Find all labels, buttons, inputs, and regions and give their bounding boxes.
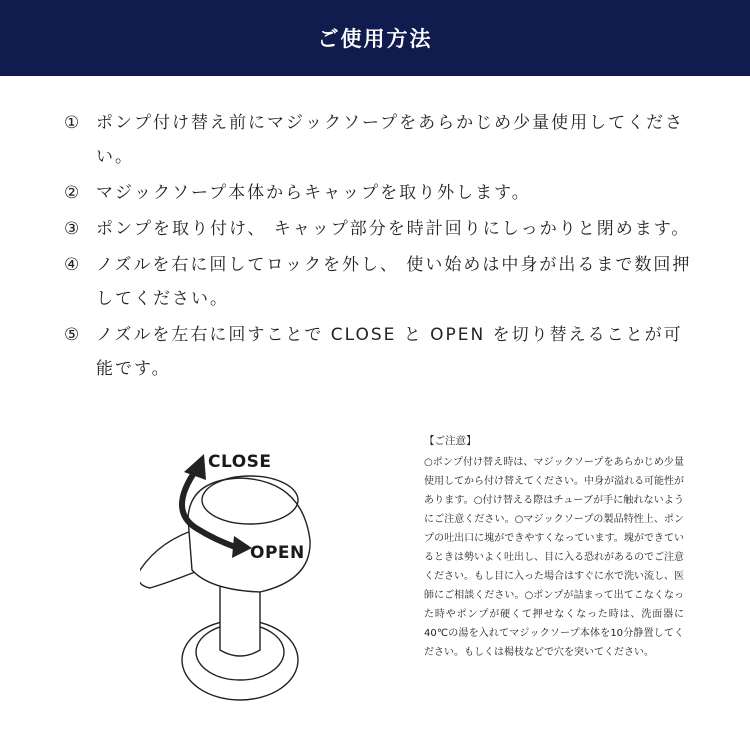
step-text: ポンプ付け替え前にマジックソープをあらかじめ少量使用してください。 xyxy=(96,113,685,167)
step-text: ノズルを左右に回すことで CLOSE と OPEN を切り替えることが可能です。 xyxy=(96,325,683,379)
step-number: ④ xyxy=(64,255,82,275)
step-number: ② xyxy=(64,183,82,203)
step-5 xyxy=(64,318,694,386)
instruction-steps xyxy=(64,106,694,388)
step-text: ポンプを取り付け、 キャップ部分を時計回りにしっかりと閉めます。 xyxy=(96,219,691,239)
step-4 xyxy=(64,248,694,316)
step-number: ③ xyxy=(64,219,82,239)
pump-drawing xyxy=(140,440,340,740)
header-bar xyxy=(0,0,750,76)
caution-notice xyxy=(424,432,684,662)
page-title: ご使用方法 xyxy=(317,27,433,51)
step-3 xyxy=(64,212,694,246)
pump-illustration xyxy=(140,440,340,740)
step-number: ⑤ xyxy=(64,325,82,345)
step-1 xyxy=(64,106,694,174)
close-label: CLOSE xyxy=(208,452,272,472)
step-number: ① xyxy=(64,113,82,133)
caution-title: 【ご注意】 xyxy=(424,435,477,447)
caution-body: ○ポンプ付け替え時は、マジックソープをあらかじめ少量使用してから付け替えてください。中身が溢れる可能性があります。○付け替える際はチューブが手に触れないようにご注意ください。○マジックソープの製品特性上、ポンプの吐出口に塊ができやすくなっています。塊ができているときは勢いよく吐出し、目に入る恐れがあるのでご注意ください。もし目に入った場合はすぐに水で洗い流し、医師にご相談ください。○ポンプが詰まって出てこなくなった時やポンプが硬くて押せなくなった時は、洗面器に40℃の湯を入れてマジックソープ本体を10分静置してください。もしくは楊枝などで穴を突いてください。 xyxy=(424,457,684,658)
step-2 xyxy=(64,176,694,210)
step-text: マジックソープ本体からキャップを取り外します。 xyxy=(96,183,531,203)
open-label: OPEN xyxy=(250,543,305,563)
step-text: ノズルを右に回してロックを外し、 使い始めは中身が出るまで数回押してください。 xyxy=(96,255,692,309)
